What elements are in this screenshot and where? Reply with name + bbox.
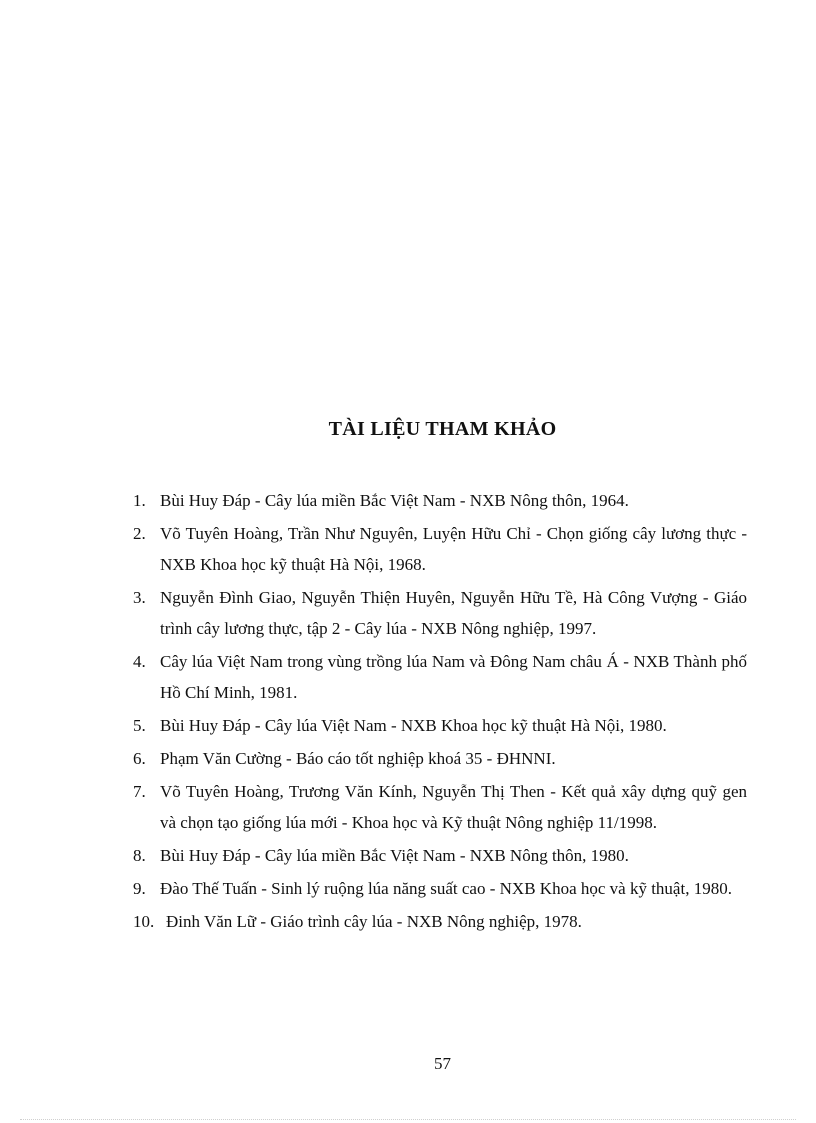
reference-number: 1. (133, 491, 146, 510)
reference-text: Đào Thế Tuấn - Sinh lý ruộng lúa năng suất cao - NXB Khoa học và kỹ thuật, 1980. (160, 879, 732, 898)
reference-item (133, 518, 747, 580)
reference-item (133, 873, 747, 904)
reference-text: Phạm Văn Cường - Báo cáo tốt nghiệp khoá 35 - ĐHNNI. (160, 749, 556, 768)
page-bottom-divider (20, 1119, 796, 1120)
reference-number: 3. (133, 588, 146, 607)
reference-text: Võ Tuyên Hoàng, Trần Như Nguyên, Luyện Hữu Chỉ - Chọn giống cây lương thực - NXB Khoa học kỹ thuật Hà Nội, 1968. (160, 524, 747, 574)
reference-number: 10. (133, 912, 155, 931)
reference-text: Bùi Huy Đáp - Cây lúa miền Bắc Việt Nam - NXB Nông thôn, 1964. (160, 491, 629, 510)
reference-number: 5. (133, 716, 146, 735)
page-title: TÀI LIỆU THAM KHẢO (328, 418, 557, 440)
reference-list (133, 485, 747, 939)
reference-text: Bùi Huy Đáp - Cây lúa Việt Nam - NXB Khoa học kỹ thuật Hà Nội, 1980. (160, 716, 667, 735)
reference-number: 6. (133, 749, 146, 768)
reference-text: Đinh Văn Lữ - Giáo trình cây lúa - NXB Nông nghiệp, 1978. (166, 912, 582, 931)
reference-number: 9. (133, 879, 146, 898)
reference-text: Cây lúa Việt Nam trong vùng trồng lúa Nam và Đông Nam châu Á - NXB Thành phố Hồ Chí Minh, 1981. (160, 652, 747, 702)
reference-item (133, 743, 747, 774)
reference-number: 4. (133, 652, 146, 671)
page-number: 57 (434, 1054, 451, 1073)
reference-item (133, 906, 747, 937)
reference-text: Nguyễn Đình Giao, Nguyễn Thiện Huyên, Nguyễn Hữu Tề, Hà Công Vượng - Giáo trình cây lương thực, tập 2 - Cây lúa - NXB Nông nghiệp, 1997. (160, 588, 747, 638)
reference-item (133, 840, 747, 871)
reference-item (133, 646, 747, 708)
reference-number: 8. (133, 846, 146, 865)
reference-item (133, 582, 747, 644)
reference-number: 7. (133, 782, 146, 801)
reference-text: Bùi Huy Đáp - Cây lúa miền Bắc Việt Nam - NXB Nông thôn, 1980. (160, 846, 629, 865)
reference-number: 2. (133, 524, 146, 543)
reference-item (133, 776, 747, 838)
reference-item (133, 485, 747, 516)
reference-text: Võ Tuyên Hoàng, Trương Văn Kính, Nguyễn Thị Then - Kết quả xây dựng quỹ gen và chọn tạo giống lúa mới - Khoa học và Kỹ thuật Nông nghiệp 11/1998. (160, 782, 747, 832)
reference-item (133, 710, 747, 741)
